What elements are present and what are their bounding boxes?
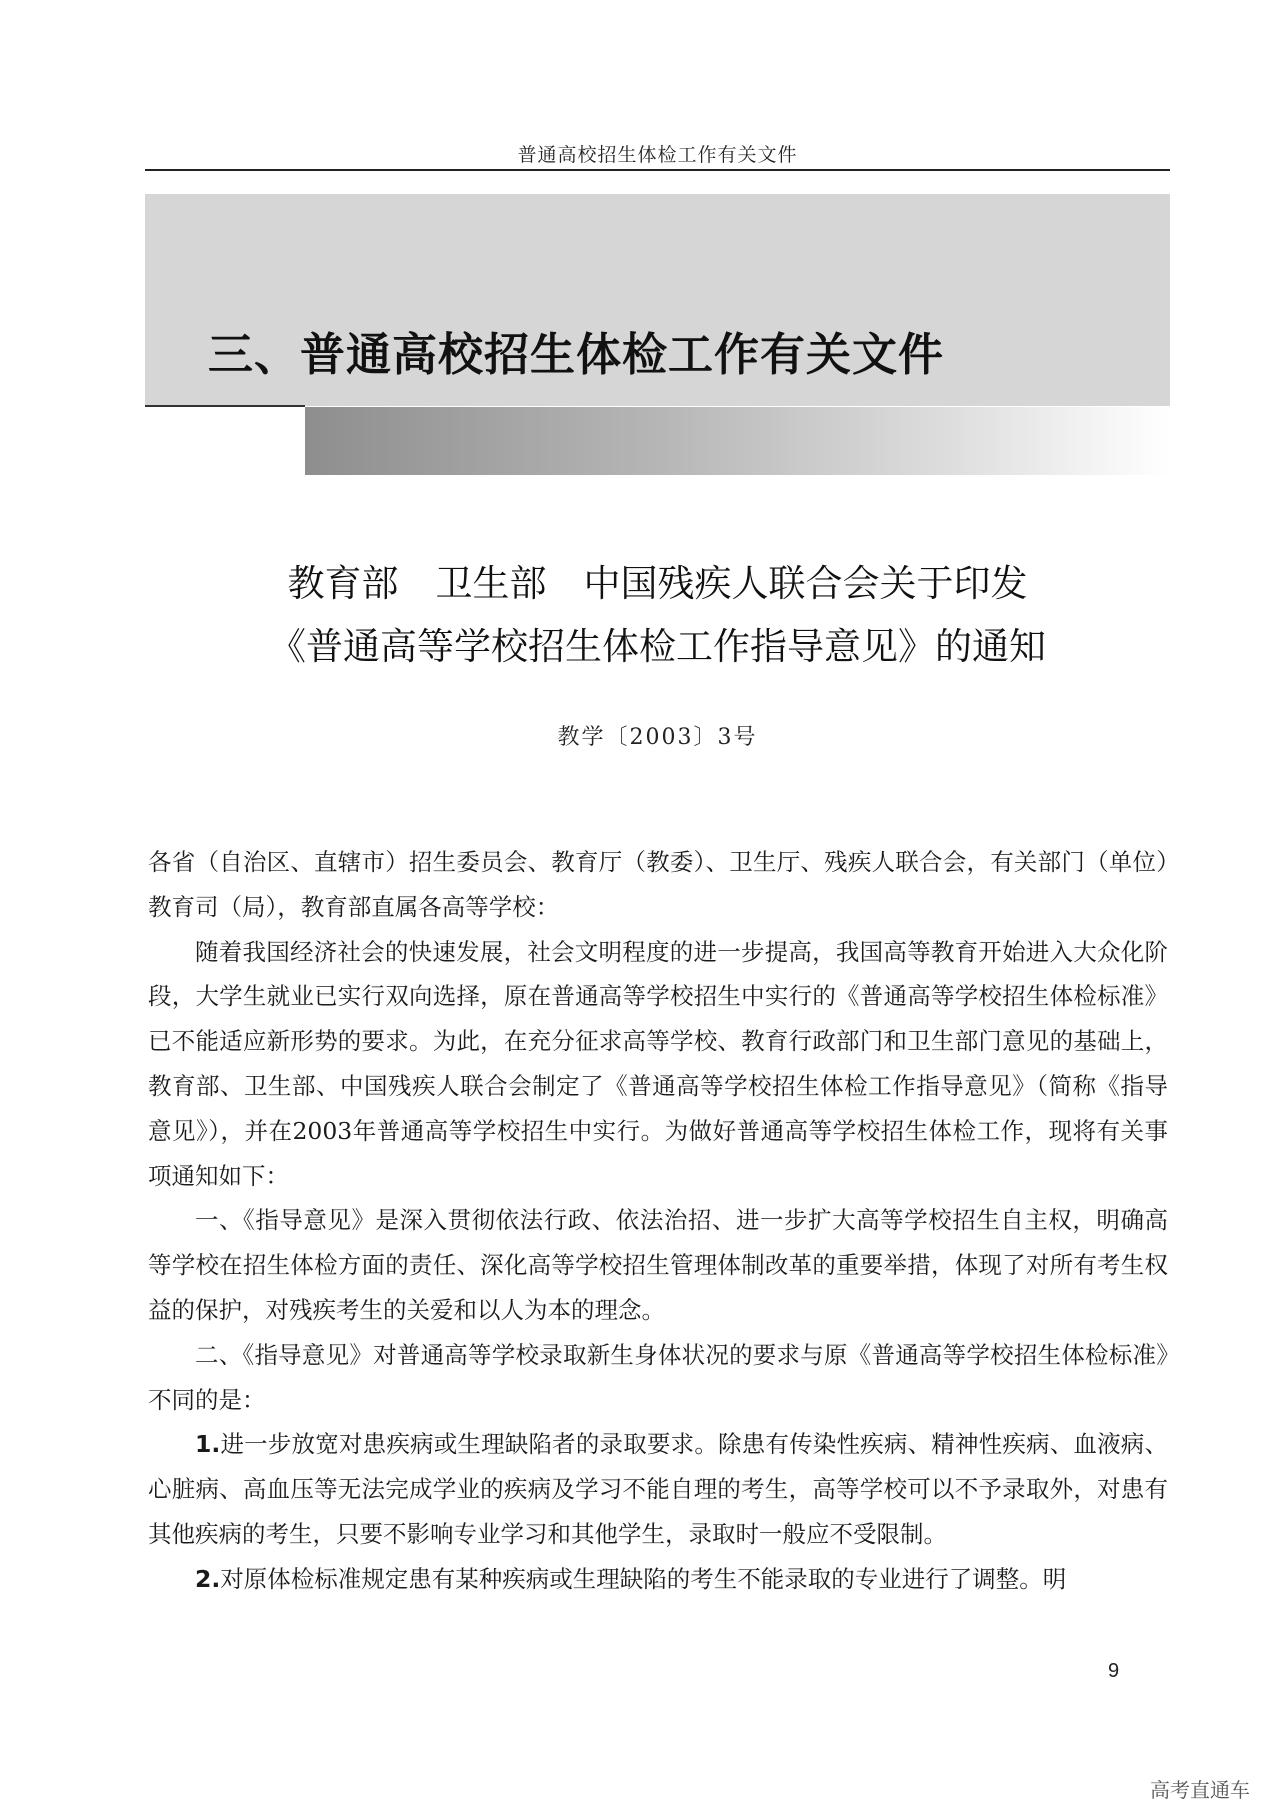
paragraph-3: 二、《指导意见》对普通高等学校录取新生身体状况的要求与原《普通高等学校招生体检标准》不同的是：: [148, 1340, 1168, 1414]
list-item-2-text: 对原体检标准规定患有某种疾病或生理缺陷的考生不能录取的专业进行了调整。明: [220, 1564, 1067, 1593]
header-rule: [145, 169, 1170, 171]
section-title: 三、普通高校招生体检工作有关文件: [208, 328, 945, 381]
document-title: [145, 552, 1170, 678]
document-title-line-1: 教育部 卫生部 中国残疾人联合会关于印发: [287, 562, 1028, 605]
list-item-1-number: 1.: [195, 1430, 221, 1459]
list-item-2-number: 2.: [195, 1564, 221, 1593]
addressee: 各省（自治区、直辖市）招生委员会、教育厅（教委）、卫生厅、残疾人联合会，有关部门（单位）教育司（局），教育部直属各高等学校：: [148, 848, 1168, 921]
banner-rule: [145, 405, 305, 407]
paragraph-1: 随着我国经济社会的快速发展，社会文明程度的进一步提高，我国高等教育开始进入大众化阶段，大学生就业已实行双向选择，原在普通高等学校招生中实行的《普通高等学校招生体检标准》已不能适应新形势的要求。为此，在充分征求高等学校、教育行政部门和卫生部门意见的基础上，教育部、卫生部、中国残疾人联合会制定了《普通高等学校招生体检工作指导意见》（简称《指导意见》），并在2003年普通高等学校招生中实行。为做好普通高等学校招生体检工作，现将有关事项通知如下：: [148, 937, 1168, 1190]
running-header: 普通高校招生体检工作有关文件: [517, 144, 798, 166]
document-number: 教学〔2003〕3号: [557, 725, 758, 750]
page-number: 9: [1108, 1660, 1120, 1682]
watermark: 高考直通车: [1150, 1778, 1250, 1802]
document-title-line-2: 《普通高等学校招生体检工作指导意见》的通知: [269, 625, 1046, 668]
list-item-1: [148, 1422, 1168, 1556]
paragraph-2: 一、《指导意见》是深入贯彻依法行政、依法治招、进一步扩大高等学校招生自主权，明确高等学校在招生体检方面的责任、深化高等学校招生管理体制改革的重要举措，体现了对所有考生权益的保护，对残疾考生的关爱和以人为本的理念。: [148, 1206, 1168, 1324]
list-item-1-text: 进一步放宽对患疾病或生理缺陷者的录取要求。除患有传染性疾病、精神性疾病、血液病、心脏病、高血压等无法完成学业的疾病及学习不能自理的考生，高等学校可以不予录取外，对患有其他疾病的考生，只要不影响专业学习和其他学生，录取时一般应不受限制。: [148, 1430, 1168, 1548]
document-body: [148, 840, 1168, 1602]
gradient-bar: [305, 407, 1170, 475]
list-item-2: [148, 1557, 1168, 1602]
